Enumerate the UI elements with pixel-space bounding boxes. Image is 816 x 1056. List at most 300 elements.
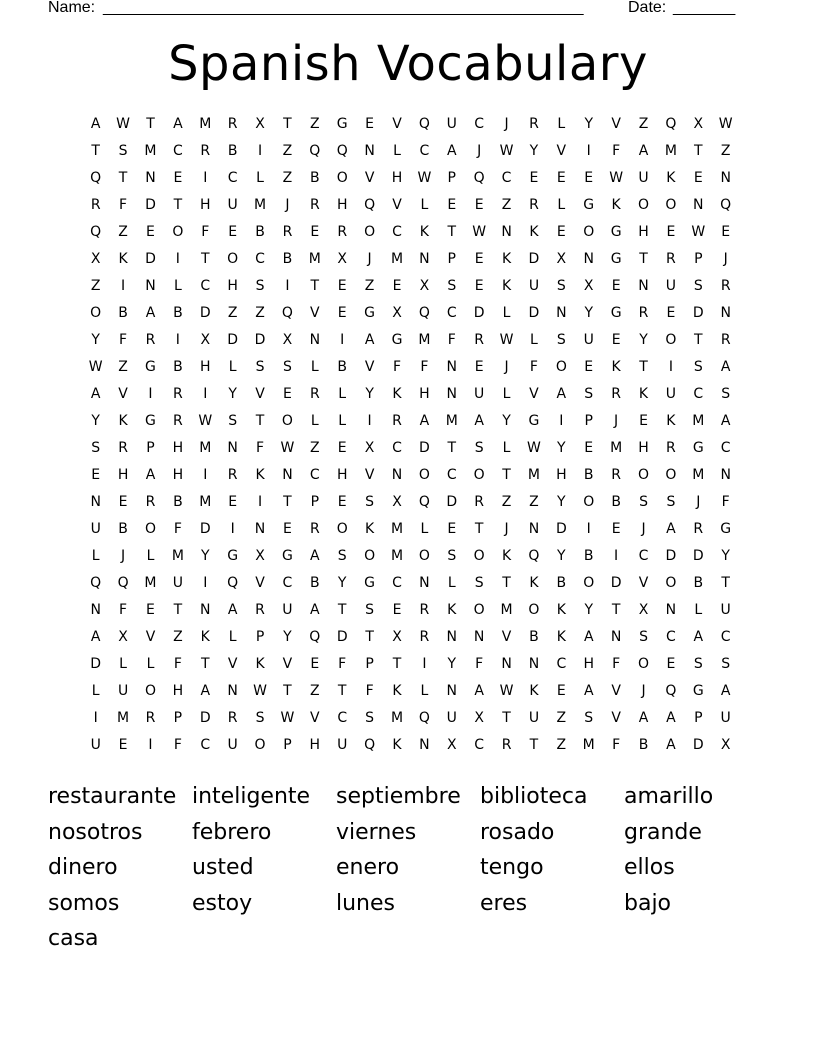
grid-cell: U — [227, 737, 238, 753]
grid-cell: M — [390, 251, 404, 267]
grid-cell: N — [501, 656, 512, 672]
word-bank-item: tengo — [480, 855, 544, 880]
grid-cell: I — [121, 278, 126, 294]
grid-cell: P — [365, 656, 374, 672]
grid-row — [82, 408, 740, 435]
grid-cell: K — [529, 224, 539, 240]
grid-cell: U — [90, 737, 101, 753]
grid-cell: Y — [228, 386, 237, 402]
grid-cell: K — [392, 386, 402, 402]
word-bank-item: enero — [336, 855, 400, 880]
grid-row — [82, 543, 740, 570]
grid-cell: J — [285, 197, 290, 213]
grid-cell: F — [447, 332, 456, 348]
grid-cell: N — [610, 629, 622, 645]
grid-cell: E — [283, 386, 292, 402]
grid-cell: F — [338, 656, 347, 672]
grid-cell: O — [281, 413, 293, 429]
grid-cell: L — [694, 602, 703, 618]
grid-cell: E — [611, 521, 621, 537]
grid-cell: X — [364, 440, 375, 456]
grid-cell: H — [199, 359, 211, 375]
grid-cell: W — [417, 170, 432, 186]
grid-cell: T — [283, 116, 292, 132]
grid-cell: N — [419, 251, 430, 267]
grid-cell: M — [445, 413, 458, 429]
word-bank-item: casa — [48, 926, 99, 951]
grid-cell: H — [391, 170, 403, 186]
grid-cell: M — [199, 494, 212, 510]
word-bank-item: inteligente — [192, 784, 311, 809]
grid-cell: A — [90, 386, 101, 402]
grid-cell: U — [528, 710, 540, 726]
grid-cell: V — [638, 575, 649, 591]
grid-cell: Q — [90, 224, 102, 240]
grid-cell: E — [556, 170, 566, 186]
grid-cell: E — [584, 440, 594, 456]
date-label: Date: — [628, 0, 667, 16]
word-bank-item: bajo — [624, 890, 672, 916]
grid-cell: C — [227, 170, 238, 186]
grid-cell: C — [446, 467, 457, 483]
grid-cell: D — [473, 305, 485, 321]
grid-cell: E — [611, 332, 621, 348]
grid-cell: N — [227, 683, 238, 699]
grid-cell: B — [529, 629, 539, 645]
grid-cell: D — [199, 521, 211, 537]
grid-cell: Q — [528, 548, 540, 564]
grid-cell: E — [310, 224, 320, 240]
grid-cell: T — [255, 413, 265, 429]
grid-cell: C — [200, 737, 211, 753]
grid-row — [82, 111, 740, 138]
grid-cell: I — [367, 413, 372, 429]
grid-cell: M — [171, 548, 184, 564]
grid-cell: A — [556, 386, 567, 402]
grid-cell: A — [145, 467, 156, 483]
grid-cell: B — [693, 575, 704, 591]
grid-cell: R — [666, 440, 676, 456]
grid-cell: B — [118, 305, 128, 321]
grid-cell: O — [227, 251, 239, 267]
grid-cell: E — [146, 224, 155, 240]
grid-cell: S — [255, 278, 265, 294]
grid-cell: R — [200, 143, 211, 159]
grid-cell: F — [173, 737, 182, 753]
grid-cell: R — [282, 224, 293, 240]
grid-cell: O — [665, 467, 677, 483]
grid-cell: L — [338, 386, 347, 402]
grid-cell: W — [499, 143, 514, 159]
grid-cell: S — [693, 656, 703, 672]
grid-cell: N — [446, 359, 458, 375]
grid-cell: X — [118, 629, 128, 645]
grid-cell: C — [720, 629, 731, 645]
grid-cell: S — [282, 359, 292, 375]
grid-cell: Y — [337, 575, 347, 591]
grid-cell: P — [283, 737, 292, 753]
grid-cell: A — [419, 413, 430, 429]
grid-cell: L — [502, 440, 511, 456]
grid-cell: U — [446, 116, 457, 132]
grid-cell: D — [446, 494, 458, 510]
grid-cell: Y — [91, 332, 100, 348]
grid-cell: W — [280, 440, 295, 456]
grid-cell: H — [638, 440, 649, 456]
grid-cell: I — [257, 494, 263, 510]
grid-cell: K — [419, 224, 429, 240]
grid-cell: A — [720, 359, 731, 375]
word-bank-item: viernes — [336, 819, 417, 845]
word-bank-item: nosotros — [48, 819, 143, 845]
grid-cell: S — [474, 440, 484, 456]
grid-cell: R — [720, 332, 731, 348]
grid-cell: R — [720, 278, 731, 294]
grid-cell: I — [668, 359, 673, 375]
grid-cell: G — [692, 440, 704, 456]
grid-cell: W — [527, 440, 541, 456]
grid-cell: Q — [665, 116, 677, 132]
grid-cell: M — [144, 575, 157, 591]
grid-cell: M — [527, 467, 540, 483]
grid-cell: L — [146, 656, 155, 672]
grid-cell: Q — [309, 629, 321, 645]
grid-row — [82, 354, 740, 381]
grid-cell: H — [336, 467, 348, 483]
grid-cell: B — [173, 305, 183, 321]
grid-cell: T — [447, 440, 457, 456]
word-bank-item: estoy — [192, 890, 253, 916]
grid-cell: C — [309, 467, 320, 483]
grid-cell: O — [418, 467, 430, 483]
grid-cell: N — [446, 683, 458, 699]
grid-cell: N — [419, 575, 430, 591]
grid-cell: J — [504, 116, 509, 132]
grid-cell: R — [529, 197, 539, 213]
grid-cell: Q — [418, 494, 430, 510]
grid-cell: M — [308, 251, 321, 267]
grid-cell: P — [447, 170, 456, 186]
grid-cell: L — [502, 305, 511, 321]
grid-cell: S — [228, 413, 238, 429]
grid-cell: S — [447, 548, 457, 564]
grid-cell: F — [420, 359, 429, 375]
grid-cell: M — [610, 440, 623, 456]
grid-cell: E — [365, 116, 375, 132]
page-title: Spanish Vocabulary — [168, 36, 648, 92]
grid-cell: W — [609, 170, 624, 186]
grid-cell: R — [309, 197, 320, 213]
grid-cell: B — [310, 170, 320, 186]
grid-cell: R — [474, 332, 485, 348]
grid-cell: X — [693, 116, 704, 132]
grid-cell: C — [282, 575, 293, 591]
grid-cell: R — [145, 710, 156, 726]
grid-cell: O — [364, 224, 376, 240]
grid-cell: I — [586, 521, 591, 537]
grid-cell: R — [227, 116, 238, 132]
grid-cell: M — [692, 413, 705, 429]
grid-cell: E — [611, 278, 621, 294]
grid-cell: V — [364, 170, 375, 186]
grid-cell: K — [118, 251, 128, 267]
grid-cell: S — [255, 710, 265, 726]
date-blank-line: _______ — [673, 0, 736, 16]
grid-cell: Z — [90, 278, 101, 294]
grid-cell: B — [583, 467, 594, 483]
grid-row — [82, 273, 740, 300]
grid-cell: I — [559, 413, 564, 429]
grid-cell: E — [337, 494, 347, 510]
grid-cell: L — [310, 413, 319, 429]
grid-cell: A — [173, 116, 183, 132]
name-label: Name: — [48, 0, 96, 16]
grid-cell: M — [390, 548, 404, 564]
grid-cell: E — [392, 602, 402, 618]
grid-cell: B — [611, 494, 621, 510]
grid-cell: H — [336, 197, 348, 213]
grid-cell: U — [227, 197, 238, 213]
grid-cell: N — [419, 737, 430, 753]
grid-cell: D — [199, 305, 211, 321]
grid-cell: J — [723, 251, 728, 267]
grid-cell: Z — [118, 359, 128, 375]
grid-cell: A — [638, 143, 649, 159]
grid-cell: I — [203, 386, 208, 402]
grid-cell: K — [255, 656, 265, 672]
grid-row — [82, 651, 740, 678]
grid-cell: Q — [309, 143, 321, 159]
grid-cell: E — [283, 521, 292, 537]
grid-cell: V — [227, 656, 238, 672]
grid-cell: O — [473, 467, 485, 483]
grid-cell: W — [499, 683, 514, 699]
grid-cell: O — [665, 197, 677, 213]
grid-cell: D — [555, 521, 567, 537]
grid-cell: O — [144, 521, 156, 537]
grid-cell: C — [638, 548, 649, 564]
grid-cell: U — [282, 602, 293, 618]
grid-cell: N — [90, 602, 101, 618]
grid-cell: I — [422, 656, 427, 672]
grid-cell: N — [446, 629, 458, 645]
name-blank-line: ______________________________________________________ — [103, 0, 584, 16]
grid-cell: J — [477, 143, 482, 159]
grid-cell: V — [611, 683, 621, 699]
grid-cell: F — [201, 224, 210, 240]
grid-cell: Z — [255, 305, 265, 321]
grid-cell: T — [474, 521, 484, 537]
grid-cell: L — [557, 116, 566, 132]
grid-cell: N — [528, 521, 540, 537]
grid-cell: O — [555, 359, 567, 375]
grid-cell: L — [420, 197, 429, 213]
grid-cell: O — [418, 548, 430, 564]
grid-cell: S — [118, 143, 128, 159]
grid-cell: E — [447, 197, 457, 213]
grid-cell: X — [282, 332, 293, 348]
grid-cell: O — [473, 602, 485, 618]
grid-cell: Y — [200, 548, 210, 564]
grid-cell: L — [557, 197, 566, 213]
word-bank-item: eres — [480, 890, 528, 916]
grid-cell: X — [474, 710, 484, 726]
grid-cell: C — [337, 710, 348, 726]
grid-cell: L — [338, 413, 347, 429]
grid-cell: Y — [584, 116, 593, 132]
grid-cell: B — [227, 143, 238, 159]
grid-cell: S — [584, 386, 594, 402]
grid-cell: K — [529, 683, 539, 699]
grid-cell: Z — [501, 494, 512, 510]
grid-cell: L — [420, 521, 429, 537]
grid-cell: E — [118, 494, 128, 510]
grid-cell: P — [173, 710, 183, 726]
grid-cell: S — [721, 386, 731, 402]
grid-cell: V — [255, 386, 265, 402]
grid-cell: G — [391, 332, 403, 348]
grid-cell: G — [583, 197, 595, 213]
grid-cell: C — [392, 440, 402, 456]
grid-cell: X — [392, 629, 402, 645]
grid-cell: P — [694, 710, 703, 726]
grid-cell: D — [336, 629, 348, 645]
grid-cell: R — [638, 305, 649, 321]
grid-cell: I — [586, 143, 591, 159]
grid-cell: E — [228, 224, 238, 240]
grid-cell: A — [227, 602, 238, 618]
grid-cell: O — [665, 332, 677, 348]
grid-cell: V — [611, 710, 621, 726]
grid-cell: R — [173, 413, 183, 429]
grid-cell: Z — [638, 116, 649, 132]
grid-cell: E — [474, 359, 484, 375]
grid-cell: F — [612, 143, 621, 159]
grid-cell: E — [337, 440, 347, 456]
grid-cell: T — [337, 602, 347, 618]
grid-cell: Q — [336, 143, 348, 159]
grid-cell: Q — [418, 116, 430, 132]
grid-cell: K — [392, 737, 402, 753]
grid-cell: N — [309, 332, 321, 348]
grid-cell: N — [473, 629, 485, 645]
grid-cell: N — [145, 278, 156, 294]
grid-cell: X — [720, 737, 731, 753]
grid-cell: X — [337, 251, 347, 267]
grid-cell: I — [148, 386, 153, 402]
grid-cell: S — [365, 602, 375, 618]
grid-cell: I — [93, 710, 98, 726]
grid-cell: K — [118, 413, 128, 429]
grid-cell: A — [90, 629, 101, 645]
grid-cell: N — [391, 467, 403, 483]
grid-cell: J — [641, 521, 646, 537]
grid-cell: T — [502, 575, 511, 591]
grid-cell: I — [285, 278, 290, 294]
grid-cell: O — [144, 683, 156, 699]
grid-cell: H — [556, 467, 567, 483]
grid-row — [82, 246, 740, 273]
grid-cell: U — [665, 386, 677, 402]
grid-cell: L — [502, 386, 511, 402]
grid-cell: D — [145, 251, 156, 267]
grid-cell: O — [364, 548, 376, 564]
grid-cell: L — [530, 332, 538, 348]
grid-cell: H — [309, 737, 321, 753]
grid-cell: V — [611, 116, 621, 132]
grid-row — [82, 678, 740, 705]
grid-cell: N — [638, 278, 649, 294]
grid-cell: Q — [473, 170, 485, 186]
grid-cell: P — [146, 440, 155, 456]
grid-cell: U — [583, 332, 594, 348]
grid-cell: C — [446, 305, 457, 321]
grid-cell: K — [666, 170, 676, 186]
grid-cell: G — [336, 116, 348, 132]
grid-cell: C — [419, 143, 430, 159]
grid-cell: T — [310, 278, 320, 294]
grid-cell: T — [639, 251, 648, 267]
grid-cell: T — [502, 467, 511, 483]
grid-cell: C — [474, 116, 485, 132]
grid-cell: G — [145, 359, 156, 375]
grid-cell: P — [584, 413, 593, 429]
grid-row — [82, 435, 740, 462]
grid-cell: Y — [584, 305, 593, 321]
grid-cell: D — [692, 737, 704, 753]
grid-cell: Y — [557, 494, 566, 510]
grid-cell: R — [255, 602, 265, 618]
grid-cell: K — [200, 629, 210, 645]
word-bank-item: dinero — [48, 855, 118, 880]
grid-cell: D — [145, 197, 156, 213]
grid-cell: N — [556, 305, 567, 321]
grid-cell: A — [583, 683, 594, 699]
grid-cell: U — [528, 278, 540, 294]
grid-cell: H — [419, 386, 430, 402]
grid-cell: N — [364, 143, 375, 159]
grid-cell: L — [310, 359, 319, 375]
grid-cell: L — [228, 629, 237, 645]
grid-cell: X — [255, 116, 265, 132]
grid-cell: T — [447, 224, 457, 240]
grid-cell: K — [529, 575, 539, 591]
grid-cell: A — [310, 602, 320, 618]
grid-cell: G — [692, 683, 704, 699]
grid-cell: S — [666, 494, 676, 510]
grid-cell: T — [337, 683, 347, 699]
grid-cell: C — [501, 170, 512, 186]
grid-cell: Q — [720, 197, 732, 213]
grid-cell: R — [309, 386, 320, 402]
grid-cell: S — [556, 278, 566, 294]
grid-cell: O — [583, 224, 595, 240]
grid-cell: B — [310, 575, 320, 591]
grid-cell: V — [501, 629, 512, 645]
grid-cell: T — [365, 629, 374, 645]
grid-cell: O — [583, 494, 595, 510]
grid-cell: O — [90, 305, 102, 321]
grid-cell: Y — [557, 548, 566, 564]
grid-cell: I — [340, 332, 345, 348]
grid-cell: F — [365, 683, 374, 699]
grid-cell: U — [90, 521, 101, 537]
grid-cell: R — [666, 251, 676, 267]
grid-cell: T — [173, 602, 183, 618]
grid-cell: T — [694, 332, 703, 348]
grid-cell: W — [499, 332, 514, 348]
grid-cell: F — [529, 359, 538, 375]
